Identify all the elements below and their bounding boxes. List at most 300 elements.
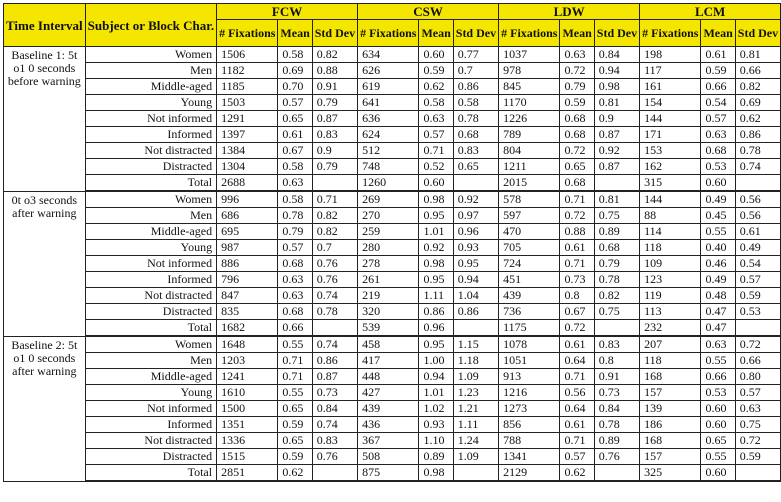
value-cell-fcw-mean: 0.79	[278, 224, 312, 240]
value-cell-csw-mean: 0.93	[419, 417, 453, 433]
value-cell-ldw-fixations: 451	[499, 272, 560, 288]
value-cell-fcw-fixations: 686	[217, 208, 278, 224]
value-cell-lcm-fixations: 168	[640, 433, 701, 449]
table-body	[4, 47, 781, 482]
value-cell-lcm-fixations: 123	[640, 272, 701, 288]
value-cell-fcw-std-dev: 0.87	[312, 369, 357, 385]
value-cell-lcm-fixations: 171	[640, 127, 701, 143]
value-cell-csw-fixations: 280	[358, 240, 419, 256]
time-interval-cell: Baseline 1: 5t o1 0 seconds before warning	[4, 47, 86, 192]
value-cell-fcw-mean: 0.58	[278, 47, 312, 63]
table-row	[4, 224, 781, 240]
value-cell-fcw-std-dev: 0.79	[312, 95, 357, 111]
value-cell-fcw-mean: 0.62	[278, 465, 312, 482]
sub-header-csw-std-dev: Std Dev	[453, 20, 498, 47]
value-cell-csw-std-dev: 1.04	[453, 288, 498, 304]
value-cell-ldw-mean: 0.59	[560, 95, 594, 111]
value-cell-csw-mean: 0.95	[419, 336, 453, 353]
value-cell-ldw-mean: 0.79	[560, 79, 594, 95]
value-cell-csw-mean: 1.02	[419, 401, 453, 417]
value-cell-ldw-fixations: 1216	[499, 385, 560, 401]
value-cell-csw-fixations: 219	[358, 288, 419, 304]
value-cell-lcm-fixations: 207	[640, 336, 701, 353]
value-cell-lcm-std-dev: 0.86	[735, 127, 780, 143]
table-row	[4, 304, 781, 320]
value-cell-fcw-fixations: 1500	[217, 401, 278, 417]
value-cell-lcm-mean: 0.53	[701, 385, 735, 401]
value-cell-csw-std-dev: 0.77	[453, 47, 498, 63]
value-cell-fcw-fixations: 1203	[217, 353, 278, 369]
value-cell-csw-std-dev: 0.78	[453, 111, 498, 127]
value-cell-fcw-mean: 0.67	[278, 143, 312, 159]
value-cell-lcm-mean: 0.45	[701, 208, 735, 224]
table-row	[4, 385, 781, 401]
value-cell-ldw-mean: 0.72	[560, 63, 594, 79]
value-cell-csw-mean: 0.95	[419, 272, 453, 288]
value-cell-csw-fixations: 539	[358, 320, 419, 337]
subject-cell: Middle-aged	[85, 79, 216, 95]
value-cell-lcm-fixations: 154	[640, 95, 701, 111]
value-cell-fcw-fixations: 1351	[217, 417, 278, 433]
value-cell-lcm-std-dev	[735, 465, 780, 482]
value-cell-lcm-mean: 0.60	[701, 465, 735, 482]
subject-cell: Women	[85, 191, 216, 208]
table-row	[4, 288, 781, 304]
value-cell-fcw-fixations: 1291	[217, 111, 278, 127]
subject-cell: Informed	[85, 417, 216, 433]
value-cell-ldw-mean: 0.73	[560, 272, 594, 288]
value-cell-fcw-mean: 0.63	[278, 175, 312, 192]
value-cell-lcm-fixations: 118	[640, 353, 701, 369]
value-cell-csw-fixations: 439	[358, 401, 419, 417]
sub-header-fcw-mean: Mean	[278, 20, 312, 47]
value-cell-ldw-fixations: 1273	[499, 401, 560, 417]
subject-cell: Total	[85, 175, 216, 192]
value-cell-ldw-std-dev: 0.94	[594, 63, 639, 79]
value-cell-fcw-mean: 0.63	[278, 288, 312, 304]
value-cell-ldw-std-dev: 0.78	[594, 417, 639, 433]
value-cell-csw-mean: 0.62	[419, 79, 453, 95]
group-header-lcm: LCM	[640, 4, 781, 20]
fixation-table	[3, 3, 781, 482]
value-cell-ldw-std-dev: 0.73	[594, 385, 639, 401]
table-row	[4, 417, 781, 433]
value-cell-ldw-mean: 0.88	[560, 224, 594, 240]
value-cell-lcm-fixations: 118	[640, 240, 701, 256]
value-cell-csw-fixations: 261	[358, 272, 419, 288]
value-cell-csw-std-dev: 0.65	[453, 159, 498, 175]
group-header-csw: CSW	[358, 4, 499, 20]
table-row	[4, 127, 781, 143]
value-cell-lcm-mean: 0.48	[701, 288, 735, 304]
value-cell-csw-fixations: 417	[358, 353, 419, 369]
value-cell-csw-std-dev: 0.86	[453, 79, 498, 95]
sub-header-lcm-std-dev: Std Dev	[735, 20, 780, 47]
value-cell-fcw-std-dev: 0.9	[312, 143, 357, 159]
value-cell-fcw-mean: 0.55	[278, 385, 312, 401]
value-cell-csw-mean: 0.57	[419, 127, 453, 143]
value-cell-lcm-fixations: 139	[640, 401, 701, 417]
value-cell-ldw-std-dev: 0.89	[594, 224, 639, 240]
value-cell-ldw-std-dev: 0.92	[594, 143, 639, 159]
value-cell-fcw-mean: 0.59	[278, 417, 312, 433]
value-cell-fcw-fixations: 847	[217, 288, 278, 304]
value-cell-ldw-fixations: 1051	[499, 353, 560, 369]
value-cell-lcm-mean: 0.47	[701, 304, 735, 320]
value-cell-lcm-mean: 0.63	[701, 127, 735, 143]
value-cell-lcm-mean: 0.66	[701, 79, 735, 95]
table-row	[4, 272, 781, 288]
value-cell-lcm-std-dev: 0.56	[735, 208, 780, 224]
value-cell-fcw-mean: 0.65	[278, 401, 312, 417]
value-cell-fcw-fixations: 2851	[217, 465, 278, 482]
value-cell-ldw-fixations: 736	[499, 304, 560, 320]
value-cell-fcw-mean: 0.70	[278, 79, 312, 95]
sub-header-fcw-std-dev: Std Dev	[312, 20, 357, 47]
value-cell-csw-mean: 0.95	[419, 208, 453, 224]
value-cell-csw-std-dev: 0.92	[453, 191, 498, 208]
table-row	[4, 95, 781, 111]
value-cell-fcw-mean: 0.58	[278, 191, 312, 208]
table-row	[4, 47, 781, 63]
value-cell-ldw-fixations: 2015	[499, 175, 560, 192]
value-cell-ldw-fixations: 856	[499, 417, 560, 433]
value-cell-csw-fixations: 270	[358, 208, 419, 224]
value-cell-csw-std-dev: 1.23	[453, 385, 498, 401]
value-cell-fcw-fixations: 996	[217, 191, 278, 208]
value-cell-csw-std-dev: 0.95	[453, 256, 498, 272]
value-cell-csw-mean: 0.89	[419, 449, 453, 465]
value-cell-lcm-fixations: 198	[640, 47, 701, 63]
subject-cell: Young	[85, 240, 216, 256]
value-cell-lcm-fixations: 157	[640, 449, 701, 465]
subject-cell: Women	[85, 336, 216, 353]
value-cell-ldw-fixations: 470	[499, 224, 560, 240]
value-cell-csw-mean: 0.60	[419, 175, 453, 192]
table-row	[4, 191, 781, 208]
value-cell-lcm-std-dev: 0.57	[735, 385, 780, 401]
value-cell-lcm-fixations: 325	[640, 465, 701, 482]
value-cell-lcm-fixations: 113	[640, 304, 701, 320]
sub-header-csw-fixations: # Fixations	[358, 20, 419, 47]
value-cell-csw-mean: 0.86	[419, 304, 453, 320]
value-cell-csw-fixations: 448	[358, 369, 419, 385]
value-cell-ldw-fixations: 578	[499, 191, 560, 208]
value-cell-csw-std-dev: 0.97	[453, 208, 498, 224]
value-cell-lcm-mean: 0.65	[701, 433, 735, 449]
subject-cell: Distracted	[85, 449, 216, 465]
value-cell-csw-std-dev: 1.09	[453, 369, 498, 385]
value-cell-ldw-mean: 0.64	[560, 353, 594, 369]
value-cell-fcw-fixations: 1397	[217, 127, 278, 143]
value-cell-fcw-std-dev: 0.91	[312, 79, 357, 95]
value-cell-ldw-std-dev: 0.87	[594, 127, 639, 143]
value-cell-ldw-std-dev: 0.81	[594, 95, 639, 111]
table-row	[4, 111, 781, 127]
value-cell-lcm-std-dev: 0.49	[735, 240, 780, 256]
subject-cell: Informed	[85, 272, 216, 288]
value-cell-fcw-std-dev	[312, 175, 357, 192]
value-cell-fcw-fixations: 1503	[217, 95, 278, 111]
value-cell-fcw-fixations: 1336	[217, 433, 278, 449]
value-cell-fcw-fixations: 1682	[217, 320, 278, 337]
table-row	[4, 143, 781, 159]
value-cell-lcm-mean: 0.61	[701, 47, 735, 63]
value-cell-fcw-fixations: 1610	[217, 385, 278, 401]
value-cell-lcm-mean: 0.49	[701, 191, 735, 208]
value-cell-fcw-std-dev: 0.78	[312, 304, 357, 320]
value-cell-fcw-fixations: 1241	[217, 369, 278, 385]
value-cell-fcw-fixations: 1304	[217, 159, 278, 175]
value-cell-ldw-fixations: 1211	[499, 159, 560, 175]
value-cell-lcm-std-dev: 0.62	[735, 111, 780, 127]
value-cell-fcw-mean: 0.68	[278, 304, 312, 320]
value-cell-fcw-std-dev: 0.82	[312, 224, 357, 240]
value-cell-csw-std-dev: 0.93	[453, 240, 498, 256]
time-interval-header: Time Interval	[4, 4, 86, 47]
value-cell-fcw-std-dev: 0.87	[312, 111, 357, 127]
value-cell-fcw-mean: 0.71	[278, 369, 312, 385]
value-cell-csw-std-dev: 1.21	[453, 401, 498, 417]
table-row	[4, 401, 781, 417]
value-cell-lcm-mean: 0.55	[701, 449, 735, 465]
value-cell-fcw-std-dev: 0.76	[312, 272, 357, 288]
value-cell-fcw-std-dev: 0.71	[312, 191, 357, 208]
value-cell-fcw-std-dev: 0.82	[312, 47, 357, 63]
value-cell-ldw-mean: 0.68	[560, 175, 594, 192]
value-cell-csw-std-dev	[453, 320, 498, 337]
value-cell-ldw-mean: 0.71	[560, 369, 594, 385]
value-cell-ldw-mean: 0.72	[560, 143, 594, 159]
table-row	[4, 208, 781, 224]
value-cell-csw-mean: 0.63	[419, 111, 453, 127]
value-cell-lcm-fixations: 117	[640, 63, 701, 79]
value-cell-fcw-std-dev: 0.83	[312, 127, 357, 143]
group-header-ldw: LDW	[499, 4, 640, 20]
subject-header: Subject or Block Char.	[85, 4, 216, 47]
subject-cell: Men	[85, 353, 216, 369]
value-cell-ldw-fixations: 788	[499, 433, 560, 449]
value-cell-ldw-std-dev	[594, 320, 639, 337]
value-cell-ldw-std-dev	[594, 465, 639, 482]
value-cell-ldw-mean: 0.72	[560, 208, 594, 224]
value-cell-csw-mean: 0.59	[419, 63, 453, 79]
value-cell-ldw-mean: 0.61	[560, 417, 594, 433]
value-cell-ldw-std-dev: 0.84	[594, 401, 639, 417]
table-row	[4, 449, 781, 465]
value-cell-lcm-std-dev: 0.59	[735, 288, 780, 304]
value-cell-ldw-mean: 0.64	[560, 401, 594, 417]
value-cell-ldw-std-dev: 0.76	[594, 449, 639, 465]
value-cell-ldw-fixations: 789	[499, 127, 560, 143]
value-cell-fcw-mean: 0.61	[278, 127, 312, 143]
value-cell-fcw-mean: 0.71	[278, 353, 312, 369]
value-cell-ldw-std-dev: 0.91	[594, 369, 639, 385]
value-cell-ldw-mean: 0.62	[560, 465, 594, 482]
subject-cell: Men	[85, 208, 216, 224]
value-cell-fcw-mean: 0.65	[278, 111, 312, 127]
subject-cell: Young	[85, 95, 216, 111]
value-cell-lcm-std-dev: 0.80	[735, 369, 780, 385]
value-cell-ldw-std-dev: 0.84	[594, 47, 639, 63]
table-row	[4, 320, 781, 337]
value-cell-ldw-fixations: 1037	[499, 47, 560, 63]
value-cell-ldw-mean: 0.8	[560, 288, 594, 304]
value-cell-lcm-std-dev: 0.72	[735, 433, 780, 449]
table-row	[4, 159, 781, 175]
table-row	[4, 353, 781, 369]
value-cell-fcw-std-dev: 0.82	[312, 208, 357, 224]
value-cell-ldw-mean: 0.56	[560, 385, 594, 401]
subject-cell: Informed	[85, 127, 216, 143]
value-cell-lcm-mean: 0.63	[701, 336, 735, 353]
value-cell-ldw-fixations: 1078	[499, 336, 560, 353]
value-cell-lcm-std-dev: 0.81	[735, 47, 780, 63]
value-cell-csw-fixations: 1260	[358, 175, 419, 192]
value-cell-fcw-mean: 0.63	[278, 272, 312, 288]
table-row	[4, 256, 781, 272]
value-cell-fcw-mean: 0.66	[278, 320, 312, 337]
value-cell-ldw-fixations: 1175	[499, 320, 560, 337]
value-cell-csw-fixations: 636	[358, 111, 419, 127]
value-cell-lcm-mean: 0.60	[701, 401, 735, 417]
value-cell-fcw-mean: 0.58	[278, 159, 312, 175]
value-cell-lcm-mean: 0.55	[701, 224, 735, 240]
value-cell-ldw-mean: 0.57	[560, 449, 594, 465]
value-cell-csw-fixations: 512	[358, 143, 419, 159]
subject-cell: Total	[85, 465, 216, 482]
value-cell-csw-mean: 1.10	[419, 433, 453, 449]
value-cell-ldw-fixations: 1341	[499, 449, 560, 465]
value-cell-csw-fixations: 458	[358, 336, 419, 353]
value-cell-ldw-mean: 0.71	[560, 433, 594, 449]
sub-header-lcm-fixations: # Fixations	[640, 20, 701, 47]
value-cell-csw-mean: 1.01	[419, 385, 453, 401]
table-row	[4, 465, 781, 482]
group-header-fcw: FCW	[217, 4, 358, 20]
value-cell-lcm-mean: 0.57	[701, 111, 735, 127]
value-cell-csw-std-dev: 0.7	[453, 63, 498, 79]
subject-cell: Young	[85, 385, 216, 401]
subject-cell: Middle-aged	[85, 369, 216, 385]
subject-cell: Men	[85, 63, 216, 79]
value-cell-lcm-std-dev: 0.72	[735, 336, 780, 353]
value-cell-ldw-fixations: 2129	[499, 465, 560, 482]
value-cell-fcw-std-dev: 0.86	[312, 353, 357, 369]
value-cell-lcm-fixations: 153	[640, 143, 701, 159]
value-cell-fcw-mean: 0.68	[278, 256, 312, 272]
value-cell-csw-fixations: 259	[358, 224, 419, 240]
value-cell-ldw-mean: 0.71	[560, 191, 594, 208]
value-cell-ldw-std-dev: 0.89	[594, 433, 639, 449]
value-cell-lcm-std-dev: 0.54	[735, 256, 780, 272]
value-cell-csw-fixations: 875	[358, 465, 419, 482]
value-cell-fcw-fixations: 1506	[217, 47, 278, 63]
value-cell-csw-fixations: 269	[358, 191, 419, 208]
value-cell-csw-mean: 0.98	[419, 256, 453, 272]
table-row	[4, 79, 781, 95]
value-cell-lcm-std-dev: 0.74	[735, 159, 780, 175]
value-cell-ldw-std-dev: 0.79	[594, 256, 639, 272]
value-cell-fcw-std-dev: 0.74	[312, 336, 357, 353]
value-cell-csw-std-dev: 1.18	[453, 353, 498, 369]
value-cell-csw-std-dev: 0.96	[453, 224, 498, 240]
subject-cell: Not informed	[85, 256, 216, 272]
value-cell-fcw-std-dev: 0.7	[312, 240, 357, 256]
table-row	[4, 175, 781, 192]
value-cell-lcm-fixations: 168	[640, 369, 701, 385]
subject-cell: Distracted	[85, 304, 216, 320]
value-cell-lcm-fixations: 186	[640, 417, 701, 433]
value-cell-ldw-std-dev: 0.75	[594, 208, 639, 224]
value-cell-csw-mean: 0.58	[419, 95, 453, 111]
value-cell-fcw-std-dev	[312, 465, 357, 482]
value-cell-csw-fixations: 624	[358, 127, 419, 143]
value-cell-csw-mean: 0.52	[419, 159, 453, 175]
value-cell-ldw-fixations: 1226	[499, 111, 560, 127]
value-cell-csw-std-dev: 1.11	[453, 417, 498, 433]
subject-cell: Distracted	[85, 159, 216, 175]
value-cell-csw-fixations: 748	[358, 159, 419, 175]
value-cell-csw-std-dev: 1.24	[453, 433, 498, 449]
value-cell-fcw-fixations: 1185	[217, 79, 278, 95]
value-cell-ldw-fixations: 1170	[499, 95, 560, 111]
value-cell-fcw-std-dev: 0.76	[312, 449, 357, 465]
value-cell-ldw-mean: 0.68	[560, 127, 594, 143]
value-cell-lcm-mean: 0.55	[701, 353, 735, 369]
value-cell-csw-mean: 0.98	[419, 191, 453, 208]
subject-cell: Total	[85, 320, 216, 337]
value-cell-fcw-fixations: 835	[217, 304, 278, 320]
value-cell-csw-mean: 0.60	[419, 47, 453, 63]
table-row	[4, 63, 781, 79]
value-cell-ldw-fixations: 913	[499, 369, 560, 385]
value-cell-lcm-std-dev: 0.56	[735, 191, 780, 208]
value-cell-csw-mean: 0.96	[419, 320, 453, 337]
value-cell-csw-std-dev	[453, 175, 498, 192]
time-interval-cell: 0t o3 seconds after warning	[4, 191, 86, 336]
value-cell-ldw-fixations: 705	[499, 240, 560, 256]
value-cell-csw-std-dev	[453, 465, 498, 482]
value-cell-ldw-std-dev: 0.98	[594, 79, 639, 95]
value-cell-ldw-fixations: 845	[499, 79, 560, 95]
value-cell-fcw-std-dev: 0.79	[312, 159, 357, 175]
value-cell-lcm-mean: 0.53	[701, 159, 735, 175]
value-cell-ldw-mean: 0.72	[560, 320, 594, 337]
value-cell-ldw-std-dev: 0.78	[594, 272, 639, 288]
value-cell-csw-fixations: 320	[358, 304, 419, 320]
value-cell-lcm-std-dev: 0.61	[735, 224, 780, 240]
value-cell-ldw-fixations: 439	[499, 288, 560, 304]
table-row	[4, 336, 781, 353]
table-row	[4, 433, 781, 449]
value-cell-lcm-std-dev	[735, 175, 780, 192]
value-cell-fcw-mean: 0.59	[278, 449, 312, 465]
value-cell-ldw-std-dev: 0.8	[594, 353, 639, 369]
value-cell-fcw-mean: 0.57	[278, 95, 312, 111]
value-cell-csw-fixations: 626	[358, 63, 419, 79]
value-cell-csw-mean: 0.71	[419, 143, 453, 159]
value-cell-csw-fixations: 619	[358, 79, 419, 95]
value-cell-fcw-fixations: 987	[217, 240, 278, 256]
value-cell-ldw-mean: 0.68	[560, 111, 594, 127]
value-cell-fcw-mean: 0.65	[278, 433, 312, 449]
value-cell-lcm-std-dev: 0.59	[735, 449, 780, 465]
value-cell-lcm-fixations: 109	[640, 256, 701, 272]
value-cell-ldw-std-dev: 0.81	[594, 191, 639, 208]
value-cell-lcm-std-dev: 0.63	[735, 401, 780, 417]
value-cell-csw-fixations: 641	[358, 95, 419, 111]
